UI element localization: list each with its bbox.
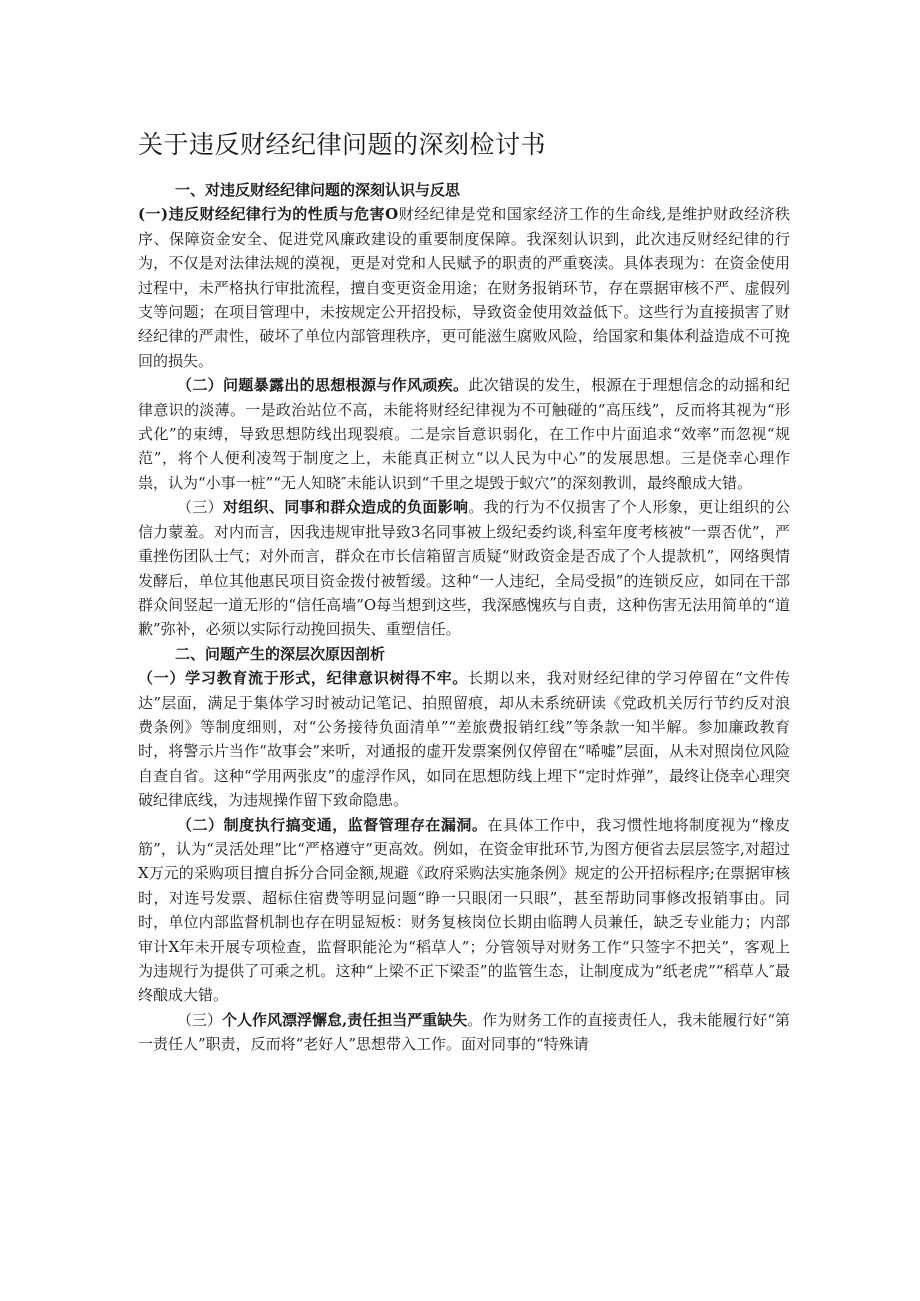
section-heading-1: 一、对违反财经纪律问题的深刻认识与反思 [175,181,461,199]
paragraph-text: 在具体工作中，我习惯性地将制度视为“橡皮筋”，认为“灵活处理”比“严格遵守”更高效。例如，在资金审批环节,为图方便省去层层签字,对超过X万元的采购项目擅自拆分合同金额,规避《政府采购法实施条例》规定的公开招标程序;在票据审核时，对连号发票、超标住宿费等明显问题“睁一只眼闭一只眼”，甚至帮助同事修改报销事由。同时，单位内部监督机制也存在明显短板：财务复核岗位长期由临聘人员兼任，缺乏专业能力；内部审计X年未开展专项检查，监督职能沦为“稻草人”；分管领导对财务工作“只签字不把关”，客观上为违规行为提供了可乘之机。这种“上梁不正下梁歪”的监管生态，让制度成为“纸老虎”“稻草人″最终酿成大错。 [138,815,790,1005]
paragraph-number: （三） [177,1010,223,1029]
paragraph-lead: （二）问题暴露出的思想根源与作风顽疾。 [177,376,469,395]
document-page [138,128,790,1057]
paragraph-text: 。作为财务工作的直接责任人，我未能履行好“第一责任人”职责，反而将“老好人”思想带入工作。面对同事的“特殊请 [138,1010,790,1054]
paragraph-text: 财经纪律是党和国家经济工作的生命线,是维护财政经济秩序、保障资金安全、促进党风廉政建设的重要制度保障。我深刻认识到，此次违反财经纪律的行为，不仅是对法律法规的漠视，更是对党和人民赋予的职责的严重亵渎。具体表现为：在资金使用过程中，未严格执行审批流程，擅自变更资金用途；在财务报销环节，存在票据审核不严、虚假列支等问题；在项目管理中，未按规定公开招投标，导致资金使用效益低下。这些行为直接损害了财经纪律的严肃性，破坏了单位内部管理秩序，更可能滋生腐败风险，给国家和集体利益造成不可挽回的损失。 [138,205,790,370]
paragraph-number: （三） [177,498,223,517]
paragraph-text: 长期以来，我对财经纪律的学习停留在“文件传达”层面，满足于集体学习时被动记笔记、拍照留痕，却从未系统研读《党政机关厉行节约反对浪费条例》等制度细则，对“公务接待负面清单”“差旅费报销红线”等条款一知半解。参加廉政教育时，将警示片当作“故事会”来听，对通报的虚开发票案例仅停留在“唏嘘”层面，从未对照岗位风险自查自省。这种“学用两张皮”的虚浮作风，如同在思想防线上埋下“定时炸弹”，最终让侥幸心理突破纪律底线，为违规操作留下致命隐患。 [138,669,791,810]
paragraph-lead: (一)违反财经纪律行为的性质与危害O [138,205,399,224]
paragraph-lead: 对组织、同事和群众造成的负面影响 [223,498,469,517]
paragraph-1-2 [138,373,790,495]
paragraph-lead: （二）制度执行搞变通，监督管理存在漏洞。 [177,815,488,834]
paragraph-1-3 [138,495,790,641]
paragraph-text: 此次错误的发生，根源在于理想信念的动摇和纪律意识的淡薄。一是政治站位不高，未能将财经纪律视为不可触碰的“高压线”，反而将其视为“形式化”的束缚，导致思想防线出现裂痕。二是宗旨意识弱化，在工作中片面追求“效率”而忽视“规范”，将个人便利凌驾于制度之上，未能真正树立“以人民为中心”的发展思想。三是侥幸心理作祟，认为“小事一桩”“无人知晓″未能认识到“千里之堤毁于蚁穴”的深刻教训，最终酿成大错。 [138,376,790,492]
paragraph-2-1 [138,666,790,812]
section-heading-2: 二、问题产生的深层次原因剖析 [175,644,386,663]
paragraph-lead: 个人作风漂浮懈怠,责任担当严重缺失 [222,1010,468,1029]
paragraph-2-2 [138,813,790,1008]
paragraph-1-1 [138,202,790,373]
paragraph-2-3 [138,1008,790,1057]
paragraph-lead: （一）学习教育流于形式，纪律意识树得不牢。 [138,669,469,688]
paragraph-text: 。我的行为不仅损害了个人形象，更让组织的公信力蒙羞。对内而言，因我违规审批导致3名同事被上级纪委约谈,科室年度考核被“一票否优”，严重挫伤团队士气；对外而言，群众在市长信箱留言质疑“财政资金是否成了个人提款机”，网络舆情发酵后，单位其他惠民项目资金拨付被暂缓。这种“一人违纪，全局受损”的连锁反应，如同在干部群众间竖起一道无形的“信任高墙”O每当想到这些，我深感愧疚与自责，这种伤害无法用简单的“道歉”弥补，必须以实际行动挽回损失、重塑信任。 [138,498,790,639]
document-title: 关于违反财经纪律问题的深刻检讨书 [138,130,547,159]
